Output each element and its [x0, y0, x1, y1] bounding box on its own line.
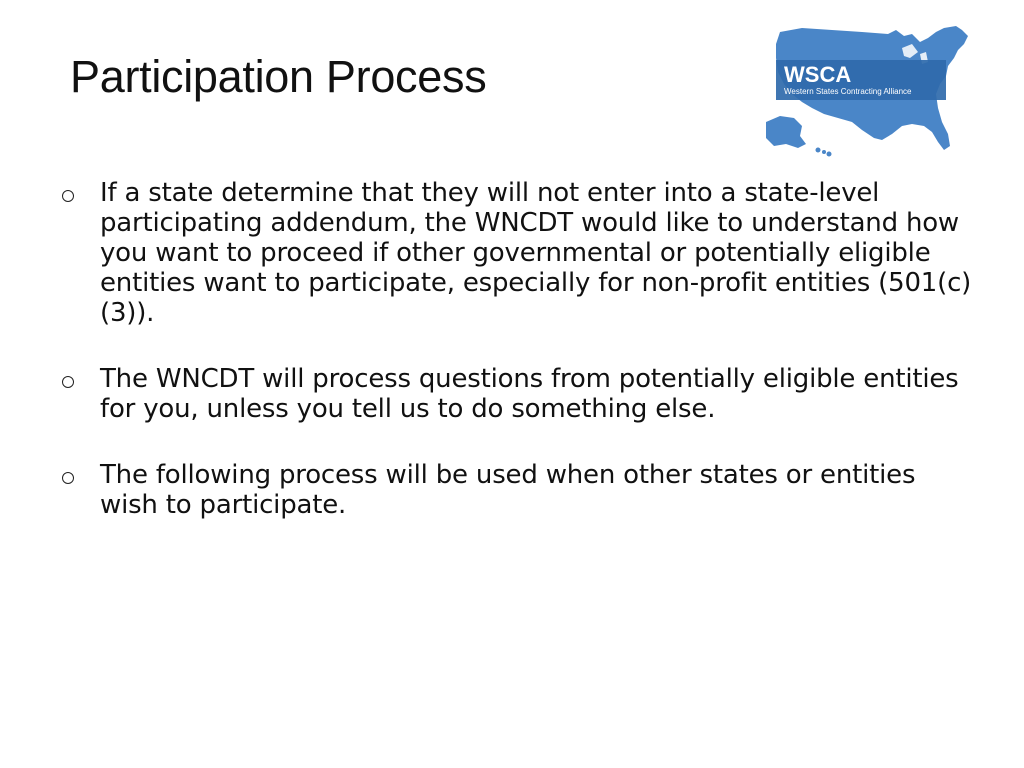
slide-title: Participation Process: [70, 51, 487, 102]
bullet-list: [62, 178, 972, 556]
alaska-shape: [766, 116, 806, 148]
bullet-text: The WNCDT will process questions from potentially eligible entities for you, unless you tell us to do something else.: [100, 364, 959, 424]
logo-subtitle: Western States Contracting Alliance: [784, 87, 912, 96]
bullet-item: [62, 178, 972, 328]
logo-text: WSCA: [784, 62, 852, 87]
hollow-circle-bullet-icon: [62, 190, 74, 202]
bullet-text: The following process will be used when other states or entities wish to participate.: [100, 460, 916, 520]
bullet-item: [62, 460, 972, 520]
bullet-item: [62, 364, 972, 424]
bullet-text: If a state determine that they will not enter into a state-level participating addendum, the WNCDT would like to understand how you want to proceed if other governmental or potentially eligible entities want to participate, especially for non-profit entities (501(c)(3)).: [100, 178, 972, 328]
hollow-circle-bullet-icon: [62, 376, 74, 388]
hollow-circle-bullet-icon: [62, 472, 74, 484]
wsca-logo: [762, 22, 976, 158]
